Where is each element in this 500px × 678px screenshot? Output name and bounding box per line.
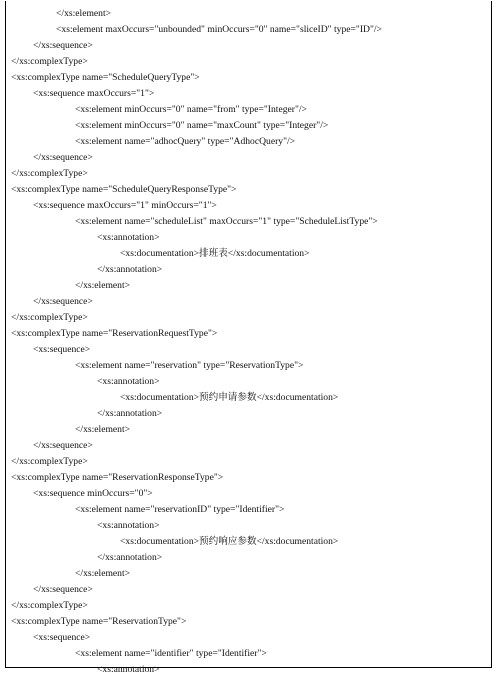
- code-line: <xs:documentation>预约申请参数</xs:documentation>: [120, 392, 339, 403]
- code-line: </xs:complexType>: [11, 168, 88, 179]
- code-line: <xs:documentation>排班表</xs:documentation>: [120, 248, 310, 259]
- code-line: <xs:complexType name="ScheduleQueryType">: [11, 72, 200, 83]
- code-line: <xs:element name="reservation" type="ReservationType">: [75, 360, 304, 371]
- code-line: </xs:complexType>: [11, 456, 88, 467]
- code-line: <xs:documentation>预约响应参数</xs:documentation>: [120, 536, 339, 547]
- code-line: </xs:sequence>: [33, 40, 93, 51]
- code-line: <xs:complexType name="ReservationResponseType">: [11, 472, 224, 483]
- document-frame: [5, 1, 492, 675]
- code-line: <xs:annotation>: [97, 664, 160, 675]
- code-line: <xs:sequence>: [33, 344, 91, 355]
- code-line: </xs:annotation>: [97, 552, 163, 563]
- code-line: <xs:complexType name="ReservationRequestType">: [11, 328, 218, 339]
- code-line: <xs:sequence maxOccurs="1">: [33, 88, 155, 99]
- code-line: <xs:element name="scheduleList" maxOccurs="1" type="ScheduleListType">: [75, 216, 378, 227]
- code-line: </xs:sequence>: [33, 296, 93, 307]
- code-line: <xs:element name="identifier" type="Identifier">: [75, 648, 267, 659]
- code-line: <xs:element name="adhocQuery" type="AdhocQuery"/>: [75, 136, 296, 147]
- code-line: <xs:annotation>: [97, 520, 160, 531]
- code-line: <xs:sequence minOccurs="0">: [33, 488, 153, 499]
- code-line: </xs:sequence>: [33, 152, 93, 163]
- code-line: </xs:element>: [56, 8, 112, 19]
- code-line: </xs:element>: [75, 568, 131, 579]
- code-line: <xs:element name="reservationID" type="Identifier">: [75, 504, 285, 515]
- code-line: <xs:element minOccurs="0" name="maxCount" type="Integer"/>: [75, 120, 329, 131]
- code-line: <xs:complexType name="ReservationType">: [11, 616, 187, 627]
- code-line: </xs:element>: [75, 280, 131, 291]
- code-line: </xs:complexType>: [11, 56, 88, 67]
- code-line: </xs:complexType>: [11, 312, 88, 323]
- code-line: </xs:sequence>: [33, 584, 93, 595]
- code-line: <xs:element maxOccurs="unbounded" minOccurs="0" name="sliceID" type="ID"/>: [56, 24, 382, 35]
- code-line: </xs:element>: [75, 424, 131, 435]
- code-line: </xs:annotation>: [97, 408, 163, 419]
- code-line: <xs:annotation>: [97, 376, 160, 387]
- code-line: </xs:annotation>: [97, 264, 163, 275]
- code-line: </xs:complexType>: [11, 600, 88, 611]
- code-line: <xs:sequence>: [33, 632, 91, 643]
- code-line: <xs:sequence maxOccurs="1" minOccurs="1">: [33, 200, 217, 211]
- code-line: <xs:element minOccurs="0" name="from" type="Integer"/>: [75, 104, 307, 115]
- code-line: </xs:sequence>: [33, 440, 93, 451]
- code-line: <xs:annotation>: [97, 232, 160, 243]
- code-line: <xs:complexType name="ScheduleQueryResponseType">: [11, 184, 237, 195]
